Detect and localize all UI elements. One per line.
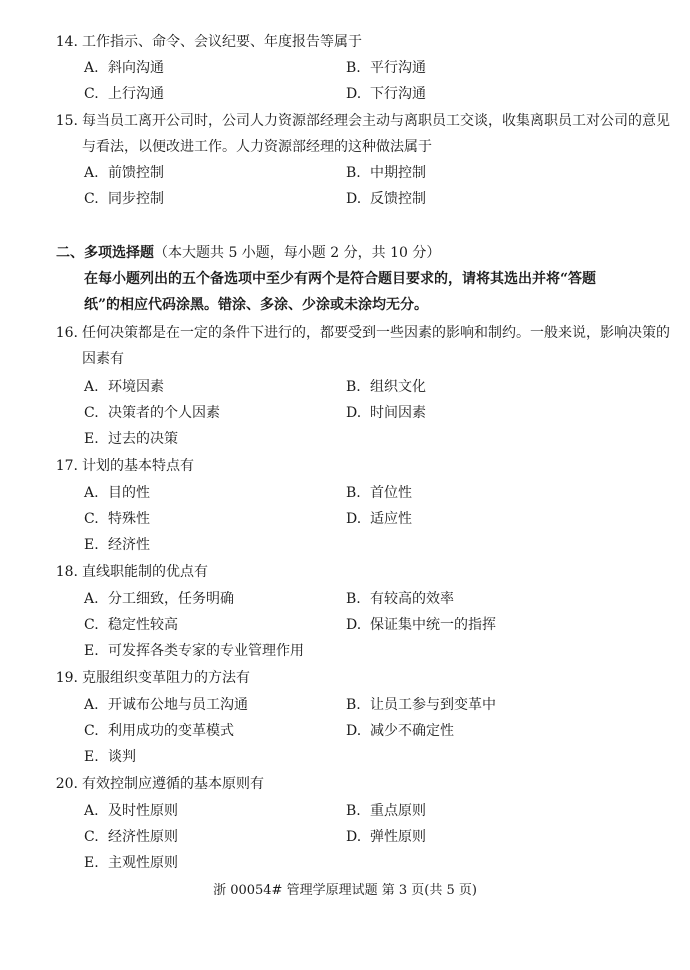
option-letter: B. [346,697,361,713]
option-text: 组织文化 [370,379,426,395]
option-16-b [346,374,426,400]
question-16 [48,320,672,372]
option-letter: B. [346,591,361,607]
option-text: 特殊性 [108,511,150,527]
option-letter: B. [346,60,361,76]
question-20 [48,771,648,797]
option-16-d [346,400,426,426]
option-16-a [84,374,164,400]
option-letter: A. [84,591,99,607]
option-letter: C. [84,723,99,739]
option-text: 斜向沟通 [108,60,164,76]
option-text: 平行沟通 [370,60,426,76]
question-number: 16. [55,325,78,341]
option-17-b [346,480,412,506]
option-text: 时间因素 [370,405,426,421]
option-text: 开诚布公地与员工沟通 [108,697,248,713]
option-letter: D. [346,723,362,739]
option-letter: A. [84,803,99,819]
question-19 [48,665,648,691]
option-text: 上行沟通 [108,86,164,102]
option-text: 经济性 [108,537,150,553]
option-text: 前馈控制 [108,165,164,181]
question-text: 工作指示、命令、会议纪要、年度报告等属于 [82,34,362,50]
option-letter: C. [84,829,99,845]
option-15-a [84,160,164,186]
option-letter: B. [346,485,361,501]
option-letter: C. [84,511,99,527]
question-text: 克服组织变革阻力的方法有 [82,670,250,686]
option-text: 过去的决策 [108,431,178,447]
option-text: 可发挥各类专家的专业管理作用 [108,643,304,659]
option-20-d [346,824,426,850]
option-text: 中期控制 [370,165,426,181]
option-19-a [84,692,248,718]
option-16-e [84,426,178,452]
option-letter: A. [84,485,99,501]
option-17-e [84,532,150,558]
option-text: 下行沟通 [370,86,426,102]
option-text: 利用成功的变革模式 [108,723,234,739]
option-letter: D. [346,829,362,845]
section-title-text: 二、多项选择题 [56,245,154,261]
option-letter: B. [346,379,361,395]
option-text: 同步控制 [108,191,164,207]
option-letter: A. [84,697,99,713]
question-text: 直线职能制的优点有 [82,564,208,580]
option-15-b [346,160,426,186]
question-number: 15. [55,113,78,129]
question-text: 有效控制应遵循的基本原则有 [82,776,264,792]
question-14 [48,29,648,55]
option-text: 减少不确定性 [370,723,454,739]
option-20-e [84,850,178,876]
option-text: 弹性原则 [370,829,426,845]
option-text: 环境因素 [108,379,164,395]
option-17-d [346,506,412,532]
option-text: 反馈控制 [370,191,426,207]
option-letter: E. [84,537,99,553]
question-number: 17. [55,458,78,474]
option-14-a [84,55,164,81]
option-letter: D. [346,405,362,421]
question-number: 18. [55,564,78,580]
option-letter: E. [84,643,99,659]
option-19-d [346,718,454,744]
option-text: 谈判 [108,749,136,765]
option-16-c [84,400,220,426]
option-letter: C. [84,405,99,421]
option-18-a [84,586,234,612]
option-14-c [84,81,164,107]
question-17 [48,453,648,479]
question-number: 20. [55,776,78,792]
section-subtitle: （本大题共 5 小题，每小题 2 分，共 10 分） [154,245,441,261]
option-letter: A. [84,60,99,76]
option-text: 让员工参与到变革中 [370,697,496,713]
option-19-b [346,692,496,718]
option-text: 目的性 [108,485,150,501]
option-letter: D. [346,191,362,207]
option-20-a [84,798,178,824]
option-14-b [346,55,426,81]
option-14-d [346,81,426,107]
option-letter: B. [346,803,361,819]
option-text: 主观性原则 [108,855,178,871]
question-15 [48,108,672,160]
option-letter: E. [84,749,99,765]
option-17-c [84,506,150,532]
option-letter: E. [84,431,99,447]
question-number: 19. [55,670,78,686]
page-footer: 浙 00054# 管理学原理试题 第 3 页(共 5 页) [213,883,477,898]
question-text: 每当员工离开公司时，公司人力资源部经理会主动与离职员工交谈，收集离职员工对公司的意见与看法，以便改进工作。人力资源部经理的这种做法属于 [82,113,670,155]
option-text: 保证集中统一的指挥 [370,617,496,633]
option-text: 首位性 [370,485,412,501]
option-text: 经济性原则 [108,829,178,845]
option-text: 分工细致，任务明确 [108,591,234,607]
option-letter: C. [84,191,99,207]
option-18-b [346,586,454,612]
option-letter: A. [84,379,99,395]
option-text: 稳定性较高 [108,617,178,633]
option-18-d [346,612,496,638]
option-text: 重点原则 [370,803,426,819]
option-letter: D. [346,511,362,527]
option-15-c [84,186,164,212]
option-letter: C. [84,617,99,633]
option-18-c [84,612,178,638]
option-letter: B. [346,165,361,181]
option-letter: C. [84,86,99,102]
option-20-c [84,824,178,850]
option-text: 决策者的个人因素 [108,405,220,421]
option-text: 有较高的效率 [370,591,454,607]
option-17-a [84,480,150,506]
question-text: 计划的基本特点有 [82,458,194,474]
option-text: 及时性原则 [108,803,178,819]
option-letter: A. [84,165,99,181]
option-text: 适应性 [370,511,412,527]
question-number: 14. [55,34,78,50]
option-19-e [84,744,136,770]
option-letter: D. [346,86,362,102]
option-20-b [346,798,426,824]
option-19-c [84,718,234,744]
option-letter: E. [84,855,99,871]
option-letter: D. [346,617,362,633]
section-2-instruction: 在每小题列出的五个备选项中至少有两个是符合题目要求的，请将其选出并将“答题纸”的相应代码涂黑。错涂、多涂、少涂或未涂均无分。 [84,271,597,313]
question-text: 任何决策都是在一定的条件下进行的，都要受到一些因素的影响和制约。一般来说，影响决策的因素有 [82,325,670,367]
option-15-d [346,186,426,212]
question-18 [48,559,648,585]
option-18-e [84,638,304,664]
section-2-title [56,240,440,266]
